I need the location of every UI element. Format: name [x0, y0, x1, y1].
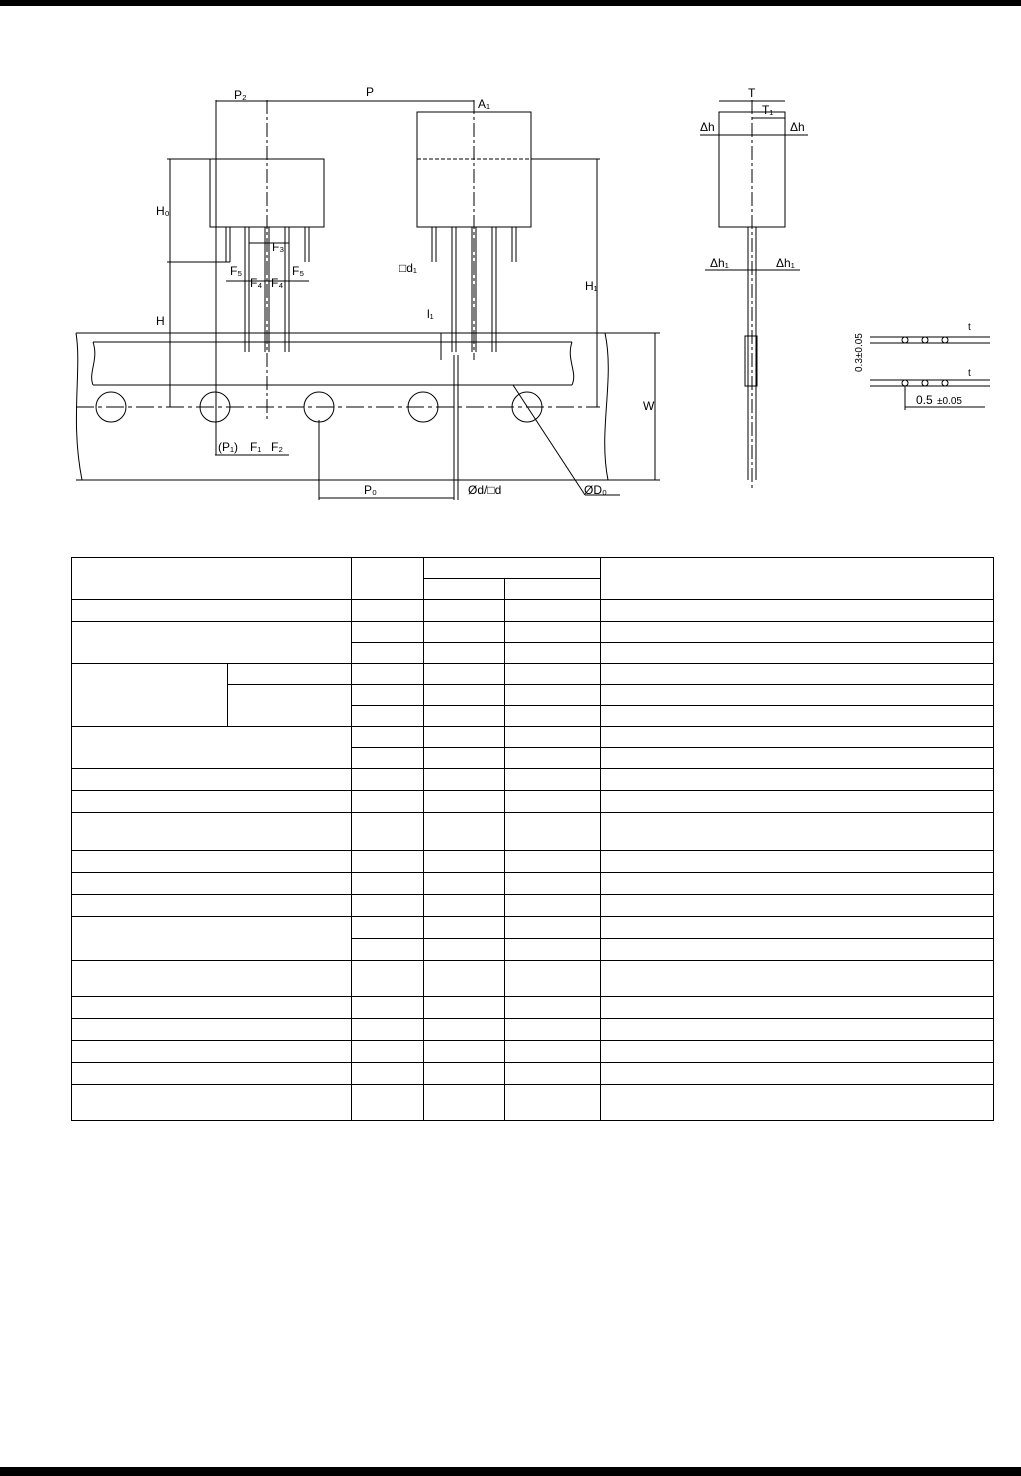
table-row: [72, 622, 994, 643]
dimension-lines: [167, 101, 655, 500]
label-t-bottom: t: [968, 368, 971, 379]
label-dh-right: Δh: [790, 120, 805, 134]
taping-spec-table: [71, 557, 994, 1121]
table-row: [72, 1041, 994, 1063]
side-view: [700, 100, 808, 490]
table-row: [72, 917, 994, 939]
table-header-dim-a: [424, 579, 505, 600]
label-p0: P₀: [364, 483, 377, 497]
table-row: [72, 600, 994, 622]
label-a1: A₁: [478, 97, 491, 111]
label-t1: T₁: [762, 103, 774, 117]
table-row: [72, 664, 994, 685]
table-row: [72, 727, 994, 748]
label-w: W: [643, 399, 655, 413]
table-row: [72, 873, 994, 895]
label-t-top: t: [968, 322, 971, 333]
table-row: [72, 1085, 994, 1121]
label-p1: (P₁): [218, 440, 239, 454]
label-p: P: [366, 85, 375, 99]
label-d: Ød/□d: [468, 483, 502, 497]
taping-dimension-drawing: [0, 0, 1021, 540]
table-row: [72, 769, 994, 791]
label-f2: F₂: [271, 440, 283, 454]
right-component: [417, 100, 531, 500]
label-f4-a: F₄: [250, 276, 263, 290]
label-dh1-right: Δh₁: [776, 256, 795, 270]
carrier-tape: [76, 333, 660, 480]
table-row: [72, 1063, 994, 1085]
label-p2: P₂: [234, 88, 247, 102]
label-h0: H₀: [156, 204, 170, 218]
label-f4-b: F₄: [271, 276, 284, 290]
left-component: [210, 100, 324, 455]
label-f3: F₃: [272, 240, 285, 254]
table-row: [72, 791, 994, 813]
bottom-rule: [0, 1467, 1021, 1476]
table-header-symbol: [352, 558, 424, 600]
label-f1: F₁: [250, 440, 262, 454]
label-dim-05: 0.5: [916, 393, 933, 407]
label-thick-03: 0.3±0.05: [854, 333, 865, 372]
label-h: H: [156, 314, 165, 328]
label-h1: H₁: [585, 279, 598, 293]
label-dh-left: Δh: [700, 120, 715, 134]
table-header-item: [72, 558, 352, 600]
label-dh1-left: Δh₁: [710, 256, 729, 270]
table-header-dimension: [424, 558, 601, 579]
label-d1: □d₁: [399, 261, 417, 275]
label-d0: ØD₀: [584, 483, 607, 497]
label-f5-left: F₅: [230, 264, 243, 278]
table-header-remarks: [601, 558, 994, 600]
table-row: [72, 851, 994, 873]
table-row: [72, 961, 994, 997]
label-dim-05-tol: ±0.05: [937, 396, 962, 407]
table-row: [72, 813, 994, 851]
label-t-side: T: [748, 86, 756, 100]
table-row: [72, 997, 994, 1019]
table-row: [72, 1019, 994, 1041]
label-l1: l₁: [427, 307, 434, 321]
table-row: [72, 895, 994, 917]
table-header-dim-b: [505, 579, 601, 600]
label-f5-right: F₅: [292, 264, 305, 278]
